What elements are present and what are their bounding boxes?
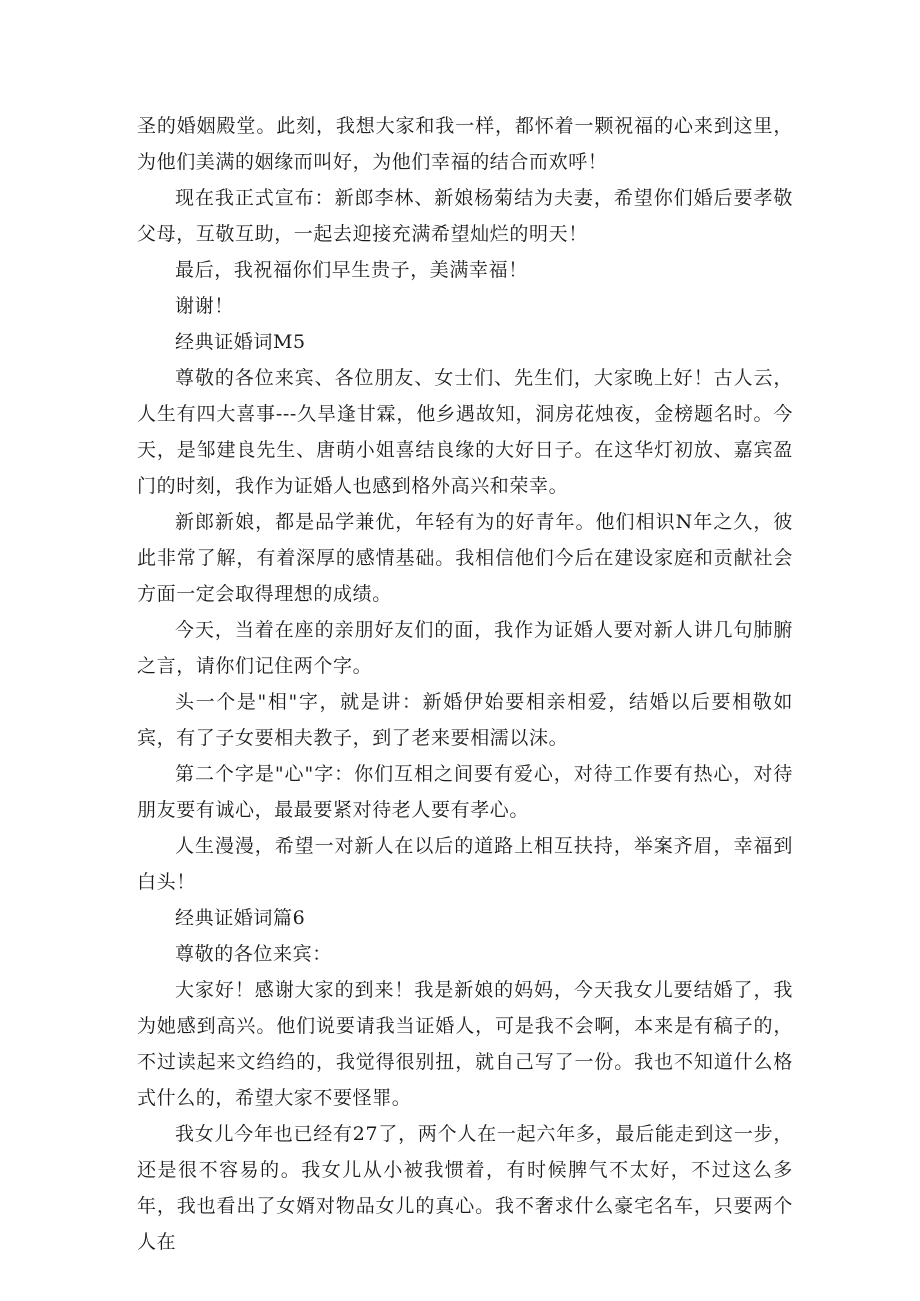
paragraph-13: 尊敬的各位来宾：: [175, 943, 332, 965]
document-body: [137, 108, 793, 1260]
paragraph-2: 现在我正式宣布：新郎李林、新娘杨菊结为夫妻，希望你们婚后要孝敬父母，互敬互助，一起去迎接充满希望灿烂的明天！: [137, 187, 793, 245]
paragraph-15: 我女儿今年也已经有27了，两个人在一起六年多，最后能走到这一步，还是很不容易的。我女儿从小被我惯着，有时候脾气不太好，不过这么多年，我也看出了女婿对物品女儿的真心。我不奢求什么豪宅名车，只要两个人在: [137, 1123, 793, 1253]
paragraph-9: 头一个是"相"字，就是讲：新婚伊始要相亲相爱，结婚以后要相敬如宾，有了子女要相夫教子，到了老来要相濡以沫。: [137, 691, 793, 749]
paragraph-10: 第二个字是"心"字：你们互相之间要有爱心，对待工作要有热心，对待朋友要有诚心，最最要紧对待老人要有孝心。: [137, 763, 793, 821]
section-heading-6: 经典证婚词篇6: [175, 907, 306, 929]
section-heading-5: 经典证婚词M5: [175, 331, 306, 353]
paragraph-6: 尊敬的各位来宾、各位朋友、女士们、先生们，大家晚上好！古人云，人生有四大喜事---久旱逢甘霖，他乡遇故知，洞房花烛夜，金榜题名时。今天，是邹建良先生、唐萌小姐喜结良缘的大好日子。在这华灯初放、嘉宾盈门的时刻，我作为证婚人也感到格外高兴和荣幸。: [137, 367, 793, 497]
paragraph-1: 圣的婚姻殿堂。此刻，我想大家和我一样，都怀着一颗祝福的心来到这里，为他们美满的姻缘而叫好，为他们幸福的结合而欢呼！: [137, 115, 793, 173]
paragraph-14: 大家好！感谢大家的到来！我是新娘的妈妈，今天我女儿要结婚了，我为她感到高兴。他们说要请我当证婚人，可是我不会啊，本来是有稿子的，不过读起来文绉绉的，我觉得很别扭，就自己写了一份。我也不知道什么格式什么的，希望大家不要怪罪。: [137, 979, 793, 1109]
paragraph-3: 最后，我祝福你们早生贵子，美满幸福！: [175, 259, 528, 281]
paragraph-8: 今天，当着在座的亲朋好友们的面，我作为证婚人要对新人讲几句肺腑之言，请你们记住两个字。: [137, 619, 793, 677]
paragraph-11: 人生漫漫，希望一对新人在以后的道路上相互扶持，举案齐眉，幸福到白头！: [137, 835, 793, 893]
paragraph-7: 新郎新娘，都是品学兼优，年轻有为的好青年。他们相识N年之久，彼此非常了解，有着深厚的感情基础。我相信他们今后在建设家庭和贡献社会方面一定会取得理想的成绩。: [137, 511, 793, 605]
paragraph-4: 谢谢！: [175, 295, 234, 317]
